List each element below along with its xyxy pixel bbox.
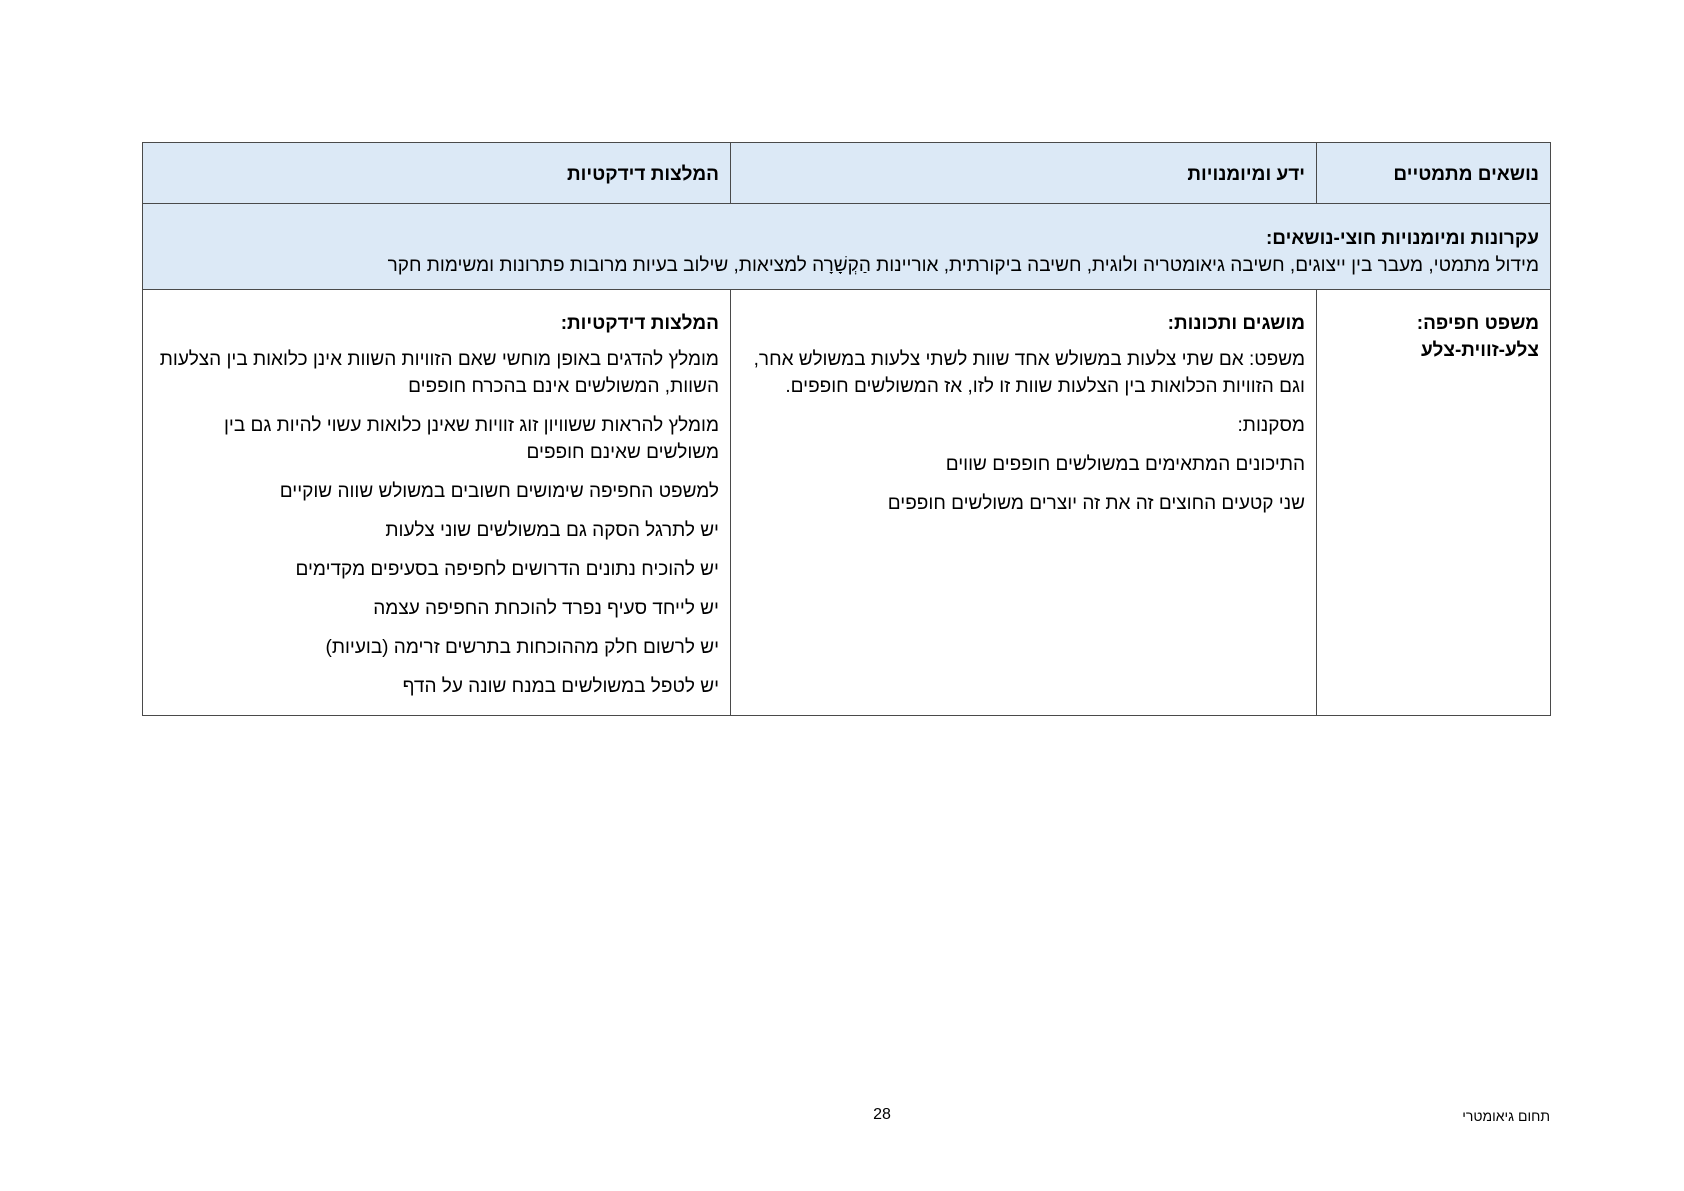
- header-knowledge: ידע ומיומנויות: [731, 143, 1317, 204]
- header-recommendations: המלצות דידקטיות: [143, 143, 731, 204]
- recommendation-item: מומלץ להדגים באופן מוחשי שאם הזוויות השוות אינן כלואות בין הצלעות השוות, המשולשים אינם בהכרח חופפים: [159, 349, 719, 397]
- recommendation-item: יש לרשום חלק מההוכחות בתרשים זרימה (בועיות): [325, 637, 719, 658]
- cross-topic-title: עקרונות ומיומנויות חוצי-נושאים:: [1265, 228, 1539, 249]
- header-topics: נושאים מתמטיים: [1317, 143, 1551, 204]
- recommendations-cell: [143, 290, 731, 716]
- topic-cell: [1317, 290, 1551, 716]
- cross-topic-row: [143, 204, 1551, 290]
- knowledge-item: שני קטעים החוצים זה את זה יוצרים משולשים חופפים: [887, 493, 1305, 514]
- knowledge-item: מסקנות:: [1237, 415, 1305, 436]
- recommendation-item: יש להוכיח נתונים הדרושים לחפיפה בסעיפים מקדימים: [295, 559, 719, 580]
- page-number: 28: [873, 1106, 891, 1123]
- cross-topic-text: מידול מתמטי, מעבר בין ייצוגים, חשיבה גיאומטריה ולוגית, חשיבה ביקורתית, אוריינות הַקְשָׁרָה למציאות, שילוב בעיות מרובות פתרונות ומשימות חקר: [387, 255, 1539, 276]
- recommendations-title: המלצות דידקטיות:: [560, 313, 719, 334]
- recommendation-item: יש לתרגל הסקה גם במשולשים שוני צלעות: [385, 520, 719, 541]
- table-row: [143, 290, 1551, 716]
- recommendation-item: יש לטפל במשולשים במנח שונה על הדף: [402, 676, 719, 697]
- knowledge-title: מושגים ותכונות:: [1167, 313, 1305, 334]
- recommendation-item: מומלץ להראות ששוויון זוג זוויות שאינן כלואות עשוי להיות גם בין משולשים שאינם חופפים: [223, 415, 719, 463]
- table-header-row: [143, 143, 1551, 204]
- knowledge-item: משפט: אם שתי צלעות במשולש אחד שוות לשתי צלעות במשולש אחר, וגם הזוויות הכלואות בין הצלעות שוות זו לזו, אז המשולשים חופפים.: [753, 349, 1305, 397]
- footer-domain-label: תחום גיאומטרי: [1462, 1108, 1550, 1124]
- topic-title: משפט חפיפה: צלע-זווית-צלע: [1416, 313, 1539, 361]
- recommendation-item: יש לייחד סעיף נפרד להוכחת החפיפה עצמה: [373, 598, 719, 619]
- knowledge-cell: [731, 290, 1317, 716]
- curriculum-table: [142, 142, 1551, 716]
- cross-topic-cell: [143, 204, 1551, 290]
- knowledge-item: התיכונים המתאימים במשולשים חופפים שווים: [945, 454, 1305, 475]
- recommendation-item: למשפט החפיפה שימושים חשובים במשולש שווה שוקיים: [279, 481, 719, 502]
